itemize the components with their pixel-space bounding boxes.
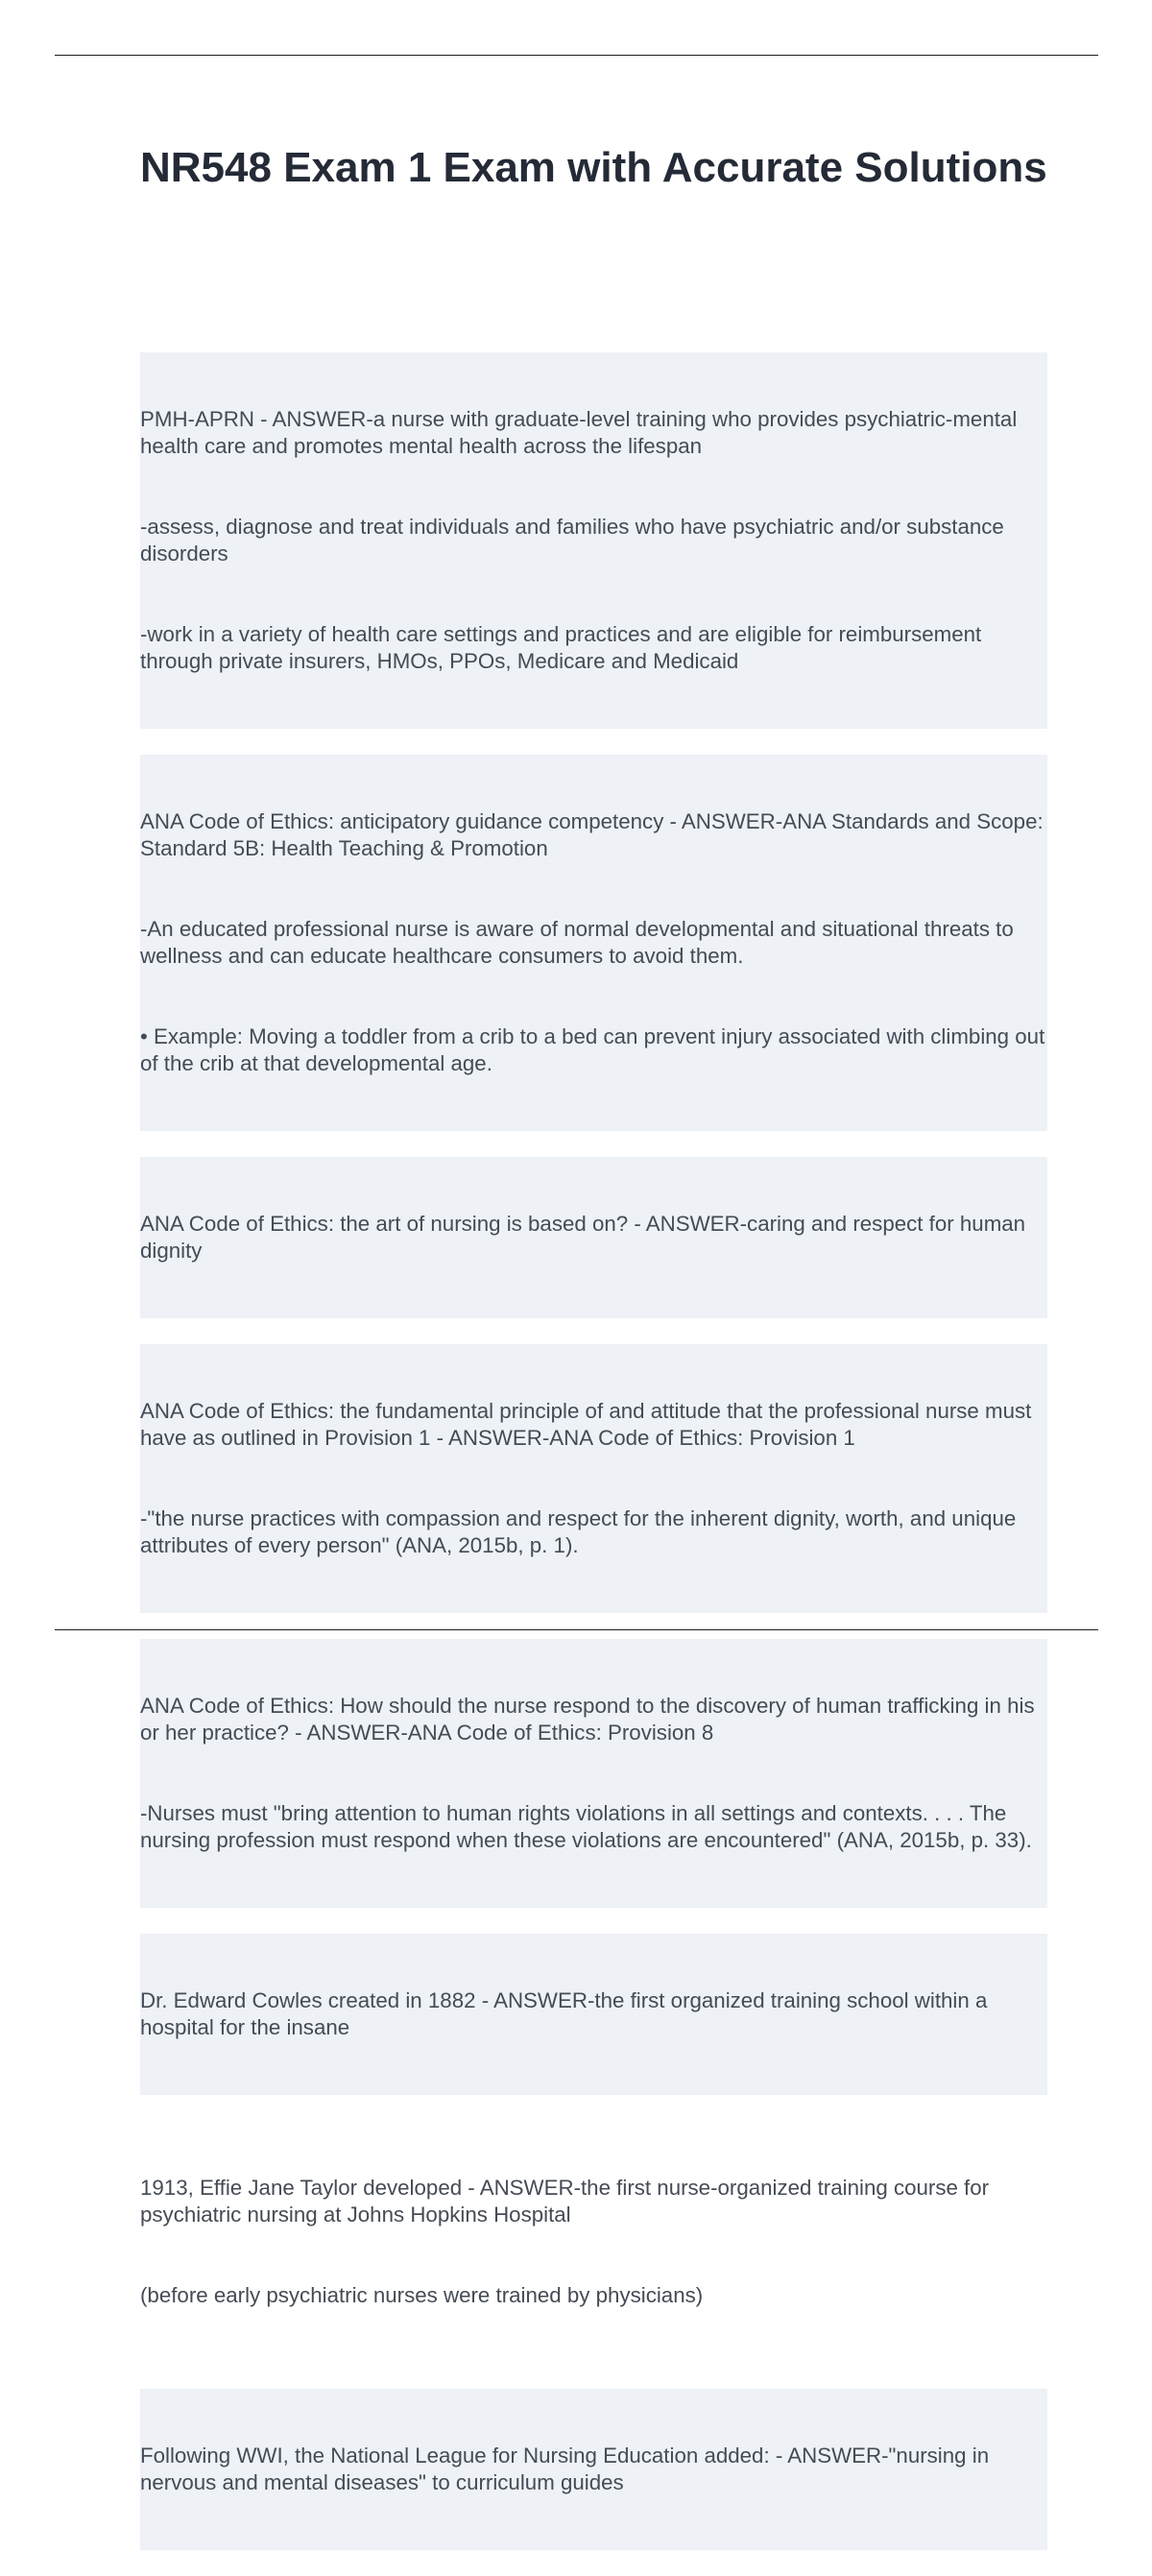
qa-entry-pmh-aprn (140, 352, 1047, 729)
qa-line: 1913, Effie Jane Taylor developed - ANSWER-the first nurse-organized training course for psychiatric nursing at Johns Hopkins Hospital (140, 2176, 996, 2227)
qa-list (140, 352, 1051, 2576)
qa-line: ANA Code of Ethics: the art of nursing is based on? - ANSWER-caring and respect for human dignity (140, 1212, 1032, 1263)
qa-line: PMH-APRN - ANSWER-a nurse with graduate-level training who provides psychiatric-mental health care and promotes mental health across the lifespan (140, 407, 1023, 458)
qa-entry-provision-1 (140, 1344, 1047, 1613)
qa-entry-edward-cowles (140, 1934, 1047, 2095)
qa-line: Dr. Edward Cowles created in 1882 - ANSWER-the first organized training school within a hospital for the insane (140, 1988, 994, 2039)
document-title: NR548 Exam 1 Exam with Accurate Solutions (140, 144, 1047, 191)
bottom-rule (55, 1629, 1098, 1630)
qa-entry-human-trafficking (140, 1639, 1047, 1908)
qa-line: -assess, diagnose and treat individuals and families who have psychiatric and/or substance disorders (140, 515, 1011, 566)
qa-line: -An educated professional nurse is aware of normal developmental and situational threats to wellness and can educate healthcare consumers to avoid them. (140, 917, 1020, 968)
qa-entry-art-of-nursing (140, 1157, 1047, 1318)
qa-line: ANA Code of Ethics: the fundamental principle of and attitude that the professional nurse must have as outlined in Provision 1 - ANSWER-ANA Code of Ethics: Provision 1 (140, 1399, 1038, 1450)
qa-line: -"the nurse practices with compassion and respect for the inherent dignity, worth, and unique attributes of every person" (ANA, 2015b, p. 1). (140, 1506, 1022, 1557)
qa-entry-effie-jane-taylor (140, 2121, 1047, 2363)
qa-line: Following WWI, the National League for Nursing Education added: - ANSWER-"nursing in nervous and mental diseases" to curriculum guides (140, 2444, 996, 2494)
qa-line: (before early psychiatric nurses were trained by physicians) (140, 2283, 704, 2307)
top-rule (55, 55, 1098, 56)
qa-line: ANA Code of Ethics: anticipatory guidance competency - ANSWER-ANA Standards and Scope: Standard 5B: Health Teaching & Promotion (140, 809, 1049, 860)
qa-line: • Example: Moving a toddler from a crib to a bed can prevent injury associated with climbing out of the crib at that developmental age. (140, 1024, 1051, 1075)
qa-entry-anticipatory-guidance (140, 755, 1051, 1131)
qa-line: ANA Code of Ethics: How should the nurse respond to the discovery of human trafficking in his or her practice? - ANSWER-ANA Code of Ethics: Provision 8 (140, 1694, 1041, 1745)
qa-line: -Nurses must "bring attention to human rights violations in all settings and contexts. . . . The nursing profession must respond when these violations are encountered" (ANA, 2015b, p. 33). (140, 1801, 1032, 1852)
qa-line: -work in a variety of health care settings and practices and are eligible for reimbursement through private insurers, HMOs, PPOs, Medicare and Medicaid (140, 622, 988, 673)
qa-entry-wwi-league (140, 2389, 1047, 2550)
